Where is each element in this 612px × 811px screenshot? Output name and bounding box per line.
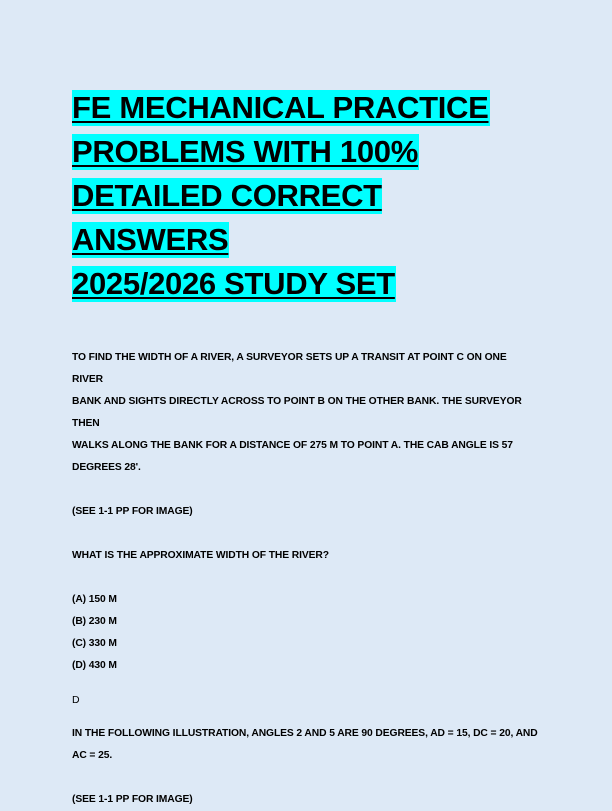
question-1-image-note: (SEE 1-1 PP FOR IMAGE) — [72, 506, 193, 517]
question-1-answer: D — [72, 694, 80, 706]
question-line: IN THE FOLLOWING ILLUSTRATION, ANGLES 2 AND 5 ARE 90 DEGREES, AD = 15, DC = 20, AND — [72, 728, 538, 739]
question-1-text — [72, 347, 540, 479]
question-2-image-note: (SEE 1-1 PP FOR IMAGE) — [72, 794, 193, 805]
question-line: WALKS ALONG THE BANK FOR A DISTANCE OF 275 M TO POINT A. THE CAB ANGLE IS 57 — [72, 440, 513, 451]
document-title — [72, 86, 540, 306]
question-line: AC = 25. — [72, 750, 113, 761]
question-line: TO FIND THE WIDTH OF A RIVER, A SURVEYOR SETS UP A TRANSIT AT POINT C ON ONE RIVER — [72, 352, 507, 385]
question-line: BANK AND SIGHTS DIRECTLY ACROSS TO POINT B ON THE OTHER BANK. THE SURVEYOR THEN — [72, 396, 522, 429]
answer-option-a: (A) 150 M — [72, 594, 117, 605]
question-2-text — [72, 723, 540, 767]
title-line: FE MECHANICAL PRACTICE — [72, 90, 489, 125]
answer-option-b: (B) 230 M — [72, 616, 117, 627]
title-line: 2025/2026 STUDY SET — [72, 266, 395, 301]
answer-option-d: (D) 430 M — [72, 660, 117, 671]
question-1-options — [72, 589, 540, 677]
answer-option-c: (C) 330 M — [72, 638, 117, 649]
title-line: DETAILED CORRECT ANSWERS — [72, 178, 382, 257]
question-1-prompt: WHAT IS THE APPROXIMATE WIDTH OF THE RIVER? — [72, 550, 329, 561]
question-line: DEGREES 28'. — [72, 462, 141, 473]
title-line: PROBLEMS WITH 100% — [72, 134, 418, 169]
